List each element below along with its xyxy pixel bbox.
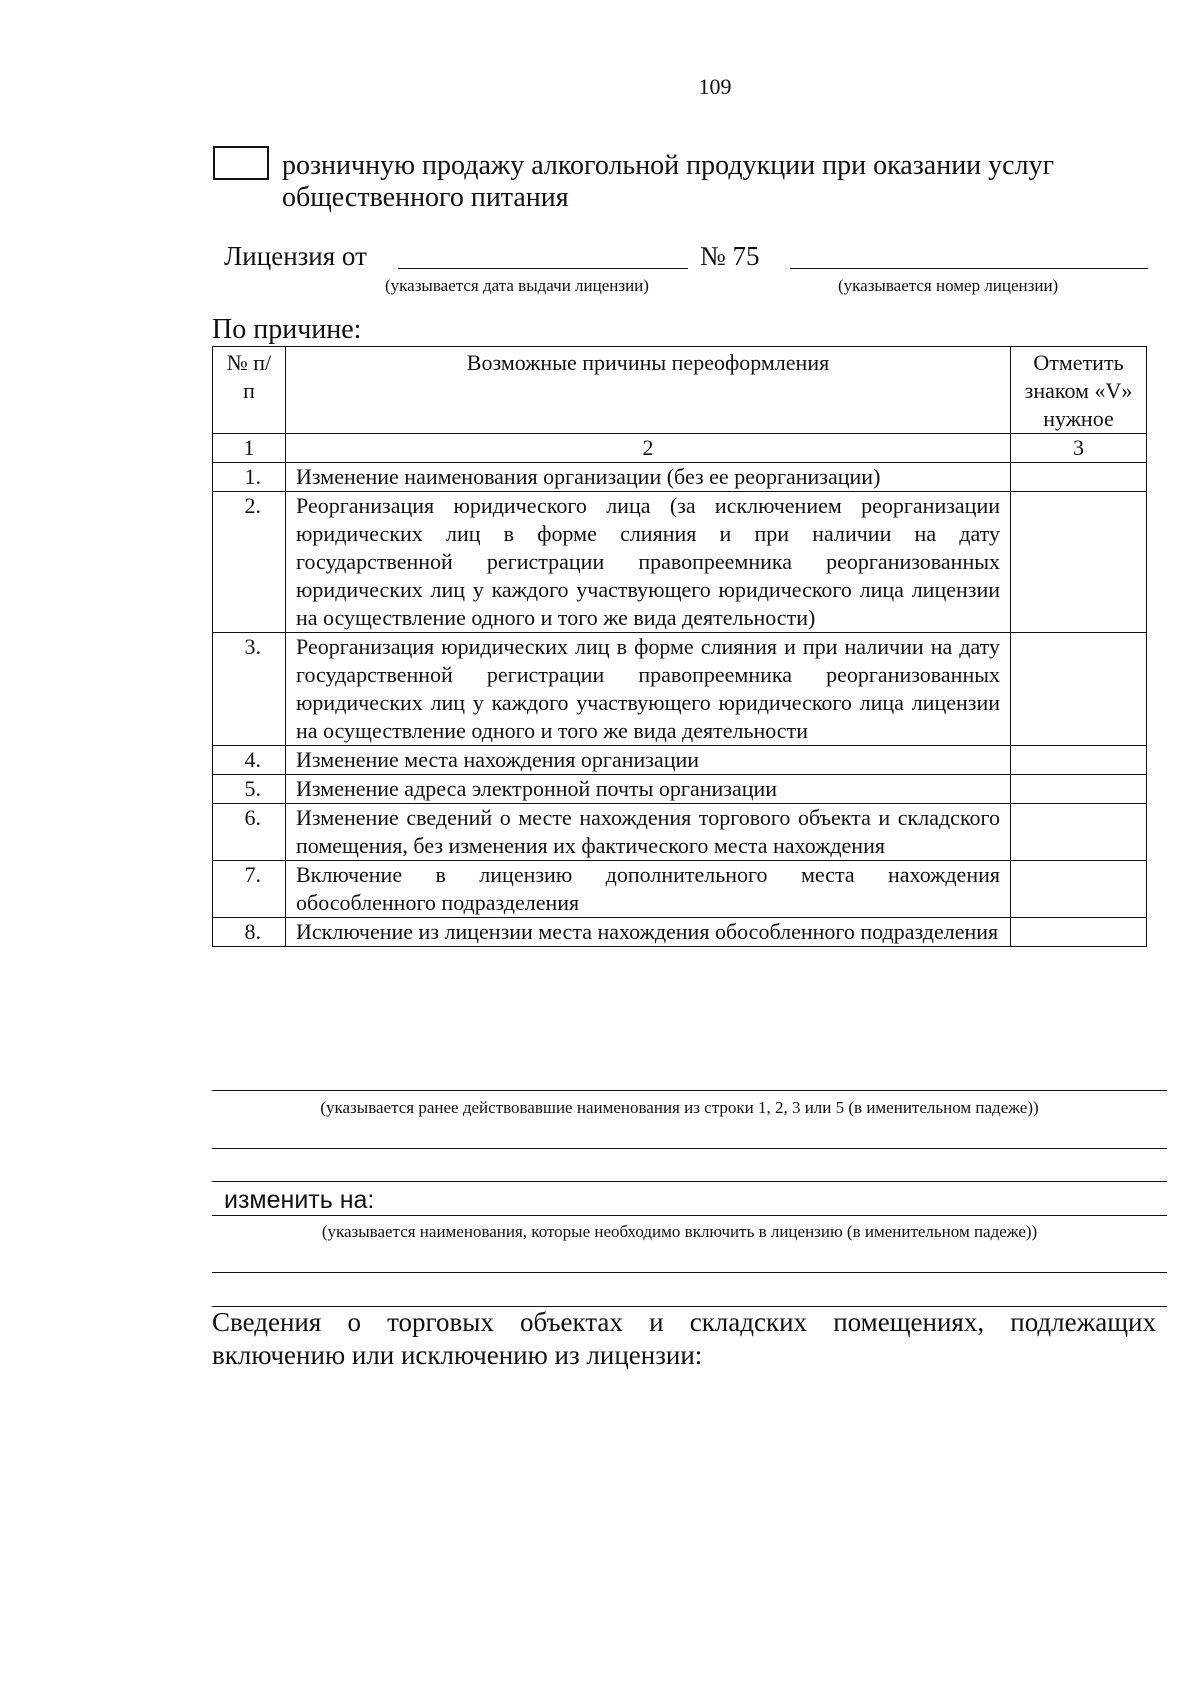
reason-text: Включение в лицензию дополнительного места нахождения обособленного подразделения bbox=[286, 861, 1011, 918]
table-row bbox=[213, 804, 1147, 861]
page-number: 109 bbox=[698, 74, 732, 99]
previous-name-hint: (указывается ранее действовавшие наименования из строки 1, 2, 3 или 5 (в именительном падеже)) bbox=[320, 1098, 1039, 1117]
license-number-field[interactable] bbox=[790, 268, 1148, 269]
row-number: 4. bbox=[213, 746, 286, 775]
table-row bbox=[213, 918, 1147, 947]
change-to-hint: (указывается наименования, которые необходимо включить в лицензию (в именительном падеже)) bbox=[321, 1222, 1038, 1241]
license-date-hint: (указывается дата выдачи лицензии) bbox=[385, 276, 649, 295]
reason-text: Исключение из лицензии места нахождения обособленного подразделения bbox=[286, 918, 1011, 947]
change-to-field-line2[interactable] bbox=[212, 1272, 1167, 1273]
reasons-table bbox=[212, 346, 1147, 947]
mark-cell[interactable] bbox=[1011, 918, 1147, 947]
previous-name-field-line2[interactable] bbox=[212, 1148, 1167, 1149]
row-number: 5. bbox=[213, 775, 286, 804]
info-text: Сведения о торговых объектах и складских помещениях, подлежащих включению или исключению из лицензии: bbox=[212, 1307, 1156, 1370]
row-number: 1. bbox=[213, 463, 286, 492]
table-row bbox=[213, 746, 1147, 775]
table-row bbox=[213, 492, 1147, 633]
change-to-field[interactable] bbox=[212, 1215, 1167, 1216]
column-index: 3 bbox=[1011, 434, 1147, 463]
license-number-label: № 75 bbox=[700, 241, 760, 271]
mark-cell[interactable] bbox=[1011, 633, 1147, 746]
reason-text: Изменение сведений о месте нахождения торгового объекта и складского помещения, без изменения их фактического места нахождения bbox=[286, 804, 1011, 861]
table-row bbox=[213, 861, 1147, 918]
table-row bbox=[213, 633, 1147, 746]
mark-cell[interactable] bbox=[1011, 463, 1147, 492]
header-num: № п/п bbox=[213, 347, 286, 434]
mark-cell[interactable] bbox=[1011, 492, 1147, 633]
mark-cell[interactable] bbox=[1011, 775, 1147, 804]
table-row bbox=[213, 463, 1147, 492]
license-date-field[interactable] bbox=[398, 268, 688, 269]
row-number: 6. bbox=[213, 804, 286, 861]
reason-text: Изменение адреса электронной почты организации bbox=[286, 775, 1011, 804]
reason-label: По причине: bbox=[212, 314, 362, 345]
table-header-row bbox=[213, 347, 1147, 434]
table-row bbox=[213, 775, 1147, 804]
column-index: 2 bbox=[286, 434, 1011, 463]
header-reason: Возможные причины переоформления bbox=[286, 347, 1011, 434]
mark-cell[interactable] bbox=[1011, 746, 1147, 775]
option-label: розничную продажу алкогольной продукции при оказании услуг общественного питания bbox=[282, 150, 1055, 213]
previous-name-field[interactable] bbox=[212, 1090, 1167, 1091]
row-number: 8. bbox=[213, 918, 286, 947]
previous-name-field-line3[interactable] bbox=[212, 1181, 1167, 1182]
column-index: 1 bbox=[213, 434, 286, 463]
mark-cell[interactable] bbox=[1011, 804, 1147, 861]
row-number: 2. bbox=[213, 492, 286, 633]
option-checkbox[interactable] bbox=[213, 146, 269, 180]
reason-text: Изменение места нахождения организации bbox=[286, 746, 1011, 775]
reason-text: Изменение наименования организации (без ее реорганизации) bbox=[286, 463, 1011, 492]
reason-text: Реорганизация юридических лиц в форме слияния и при наличии на дату государственной регистрации правопреемника реорганизованных юридических лиц у каждого участвующего юридического лица лицензии на осуществление одного и того же вида деятельности bbox=[286, 633, 1011, 746]
row-number: 7. bbox=[213, 861, 286, 918]
column-index-row bbox=[213, 434, 1147, 463]
row-number: 3. bbox=[213, 633, 286, 746]
change-to-label: изменить на: bbox=[224, 1186, 375, 1214]
header-mark: Отметить знаком «V» нужное bbox=[1011, 347, 1147, 434]
license-label: Лицензия от bbox=[224, 241, 367, 271]
license-number-hint: (указывается номер лицензии) bbox=[838, 276, 1059, 295]
reason-text: Реорганизация юридического лица (за исключением реорганизации юридических лиц в форме слияния и при наличии на дату государственной регистрации правопреемника реорганизованных юридических лиц у каждого участвующего юридического лица лицензии на осуществление одного и того же вида деятельности) bbox=[286, 492, 1011, 633]
mark-cell[interactable] bbox=[1011, 861, 1147, 918]
